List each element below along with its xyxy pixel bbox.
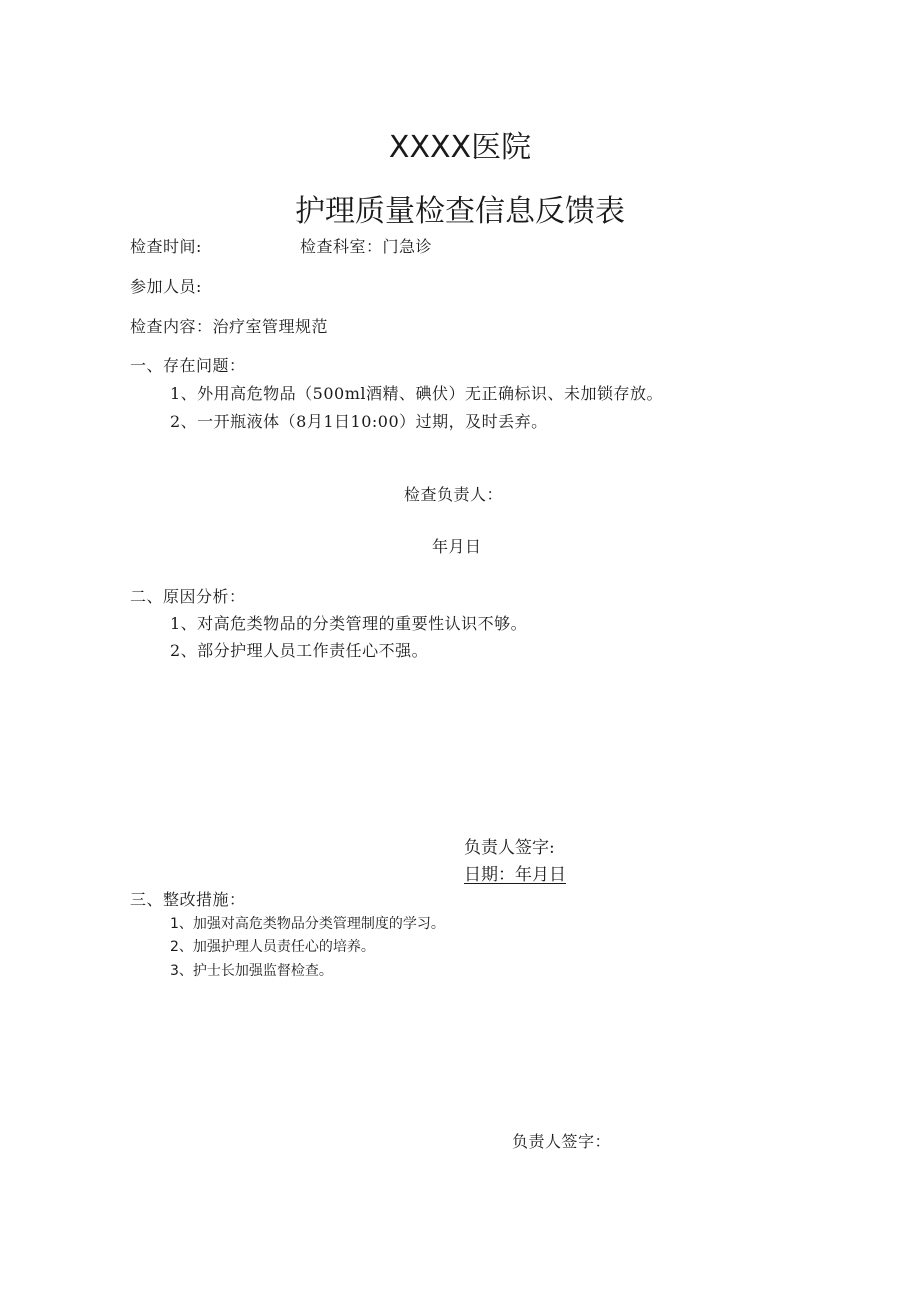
section3-sign-label: 负责人签字： — [512, 1132, 612, 1151]
section3-item: 1、加强对高危类物品分类管理制度的学习。 — [170, 916, 445, 932]
section2-date: 日期：年月日 — [464, 865, 566, 885]
check-content: 检查内容：治疗室管理规范 — [130, 317, 329, 336]
section3-item: 2、加强护理人员责任心的培养。 — [170, 939, 375, 955]
hospital-name: XXXX医院 — [388, 130, 532, 165]
inspector-label: 检查负责人： — [404, 485, 504, 504]
section1-date: 年月日 — [432, 537, 482, 556]
section1-heading: 一、存在问题： — [130, 356, 246, 375]
participants-label: 参加人员: — [130, 277, 202, 296]
section1-item: 2、一开瓶液体（8月1日10:00）过期，及时丢弃。 — [170, 412, 548, 431]
section3-item: 3、护士长加强监督检查。 — [170, 963, 333, 979]
check-dept: 检查科室：门急诊 — [300, 237, 433, 256]
section1-item: 1、外用高危物品（500ml酒精、碘伏）无正确标识、未加锁存放。 — [170, 384, 664, 403]
form-title: 护理质量检查信息反馈表 — [295, 194, 625, 229]
section2-item: 1、对高危类物品的分类管理的重要性认识不够。 — [170, 614, 528, 633]
section2-item: 2、部分护理人员工作责任心不强。 — [170, 641, 429, 660]
section3-heading: 三、整改措施： — [130, 890, 246, 909]
section2-sign-label: 负责人签字: — [464, 838, 555, 858]
section2-heading: 二、原因分析： — [130, 587, 246, 606]
check-time-label: 检查时间: — [130, 237, 202, 256]
